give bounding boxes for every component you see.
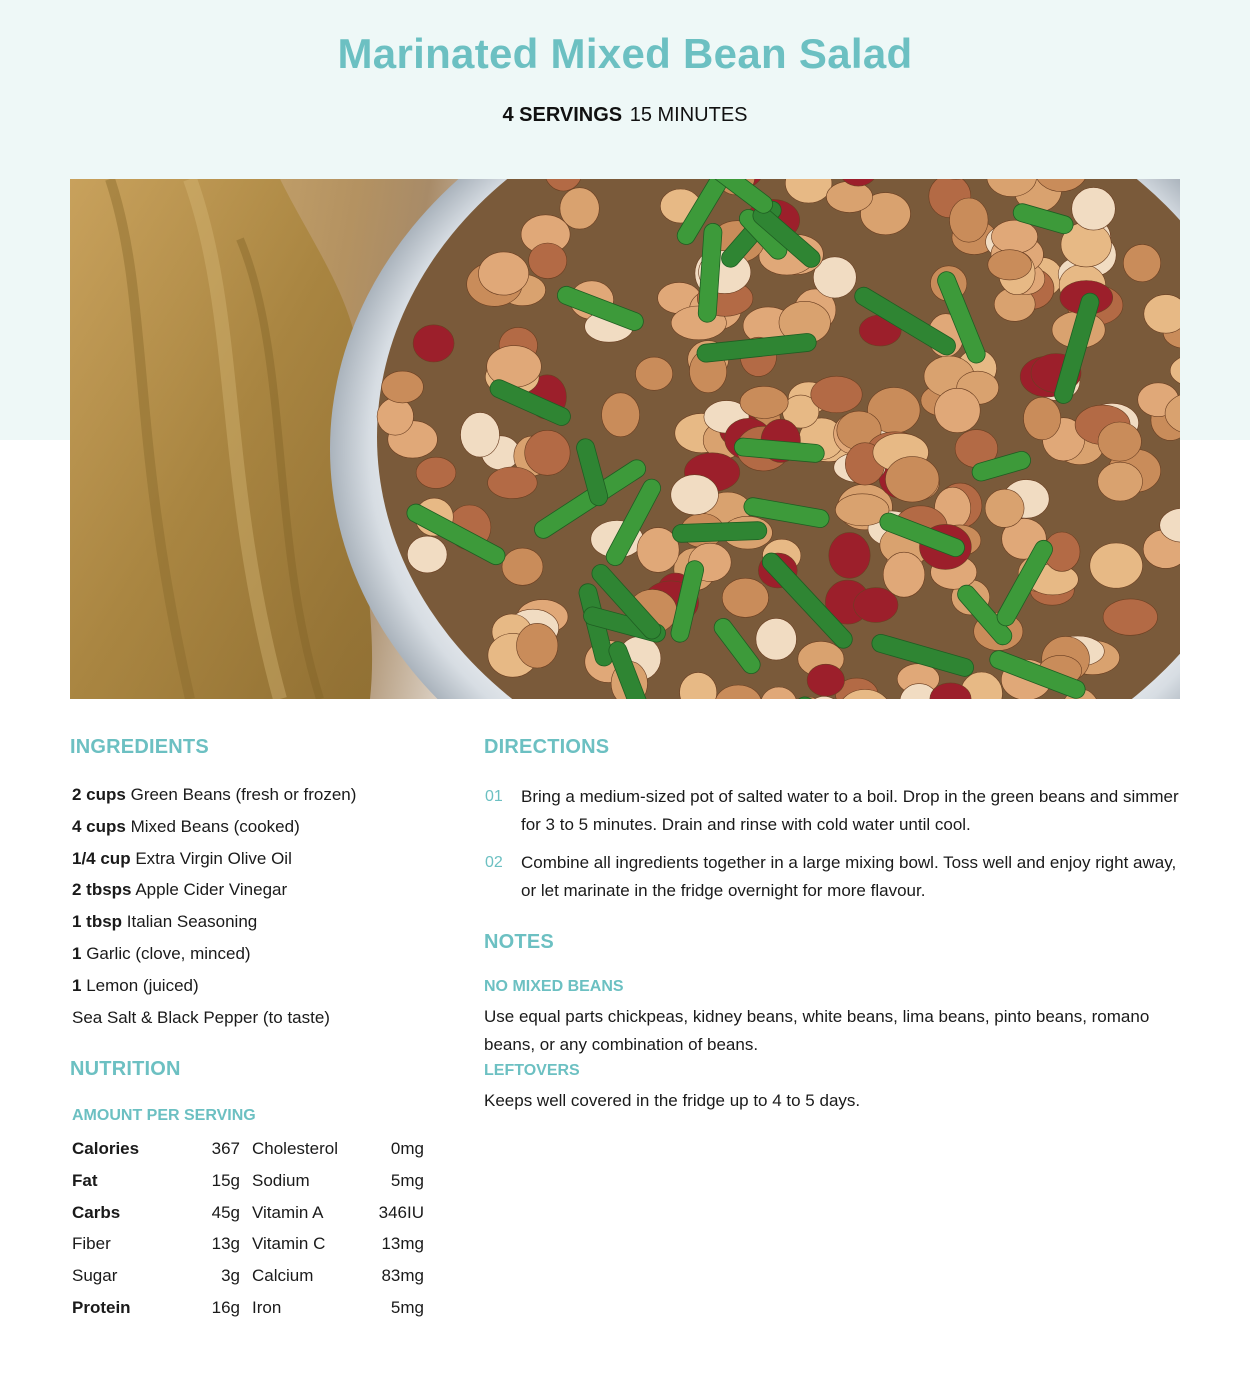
- nutrient-value: 5mg: [390, 1297, 424, 1317]
- bean-shape: [602, 393, 640, 437]
- bean-salad-bowl-image: [70, 179, 1180, 699]
- ingredient-item: [72, 783, 452, 815]
- bean-shape: [988, 250, 1032, 280]
- bean-shape: [502, 548, 543, 585]
- directions-list: [484, 783, 1184, 915]
- nutrient-value: 15g: [211, 1170, 240, 1190]
- bean-shape: [1123, 244, 1160, 281]
- bean-shape: [885, 457, 939, 502]
- nutrition-row: [72, 1201, 432, 1233]
- ingredient-name: Green Beans (fresh or frozen): [130, 785, 357, 804]
- nutrition-table: [72, 1137, 432, 1328]
- ingredient-qty: 1/4 cup: [72, 848, 131, 868]
- step-number: 01: [485, 788, 503, 805]
- direction-step: [484, 849, 1184, 905]
- nutrient-label: Sugar: [72, 1266, 118, 1286]
- nutrient-value: 13g: [211, 1234, 240, 1254]
- note-text: Use equal parts chickpeas, kidney beans, white beans, lima beans, pinto beans, romano beans, or any combination of beans.: [484, 1007, 1150, 1054]
- nutrient-value: 0mg: [390, 1139, 424, 1158]
- recipe-photo: [70, 179, 1180, 699]
- bean-shape: [1103, 599, 1157, 635]
- ingredient-qty: 2 tbsps: [72, 880, 132, 900]
- nutrient-label: Fat: [72, 1170, 98, 1190]
- bean-shape: [461, 413, 500, 458]
- ingredient-item: [72, 847, 452, 879]
- directions-heading: DIRECTIONS: [484, 736, 610, 758]
- bean-shape: [1024, 397, 1061, 440]
- ingredient-qty: 2 cups: [72, 785, 126, 804]
- notes-heading: NOTES: [484, 931, 554, 953]
- ingredient-name: Sea Salt & Black Pepper (to taste): [72, 1007, 330, 1027]
- nutrient-value: 3g: [221, 1266, 240, 1286]
- nutrient-value: 5mg: [390, 1170, 424, 1190]
- nutrient-label: Vitamin C: [252, 1234, 326, 1254]
- ingredient-qty: 1: [72, 943, 82, 963]
- bean-shape: [756, 618, 797, 660]
- nutrient-value: 16g: [211, 1297, 240, 1317]
- nutrition-row: [72, 1232, 432, 1264]
- bean-shape: [1072, 188, 1116, 231]
- bean-shape: [807, 664, 844, 696]
- bean-shape: [382, 371, 424, 403]
- nutrient-label: Calories: [72, 1139, 140, 1158]
- ingredient-item: [72, 815, 452, 847]
- ingredient-qty: 4 cups: [72, 816, 126, 836]
- bean-shape: [479, 252, 529, 295]
- nutrient-label: Fiber: [72, 1234, 111, 1254]
- bean-shape: [671, 475, 719, 515]
- bean-shape: [407, 536, 447, 573]
- bean-shape: [826, 181, 872, 212]
- nutrient-label: Carbs: [72, 1202, 121, 1222]
- bean-shape: [740, 386, 788, 418]
- ingredient-item: [72, 910, 452, 942]
- nutrient-value: 83mg: [381, 1266, 424, 1286]
- nutrition-row: [72, 1296, 432, 1328]
- ingredients-heading: INGREDIENTS: [70, 736, 209, 758]
- ingredient-name: Apple Cider Vinegar: [135, 880, 288, 900]
- bean-shape: [883, 552, 925, 597]
- ingredient-name: Lemon (juiced): [86, 975, 199, 995]
- ingredient-qty: 1 tbsp: [72, 912, 123, 932]
- bean-shape: [992, 220, 1038, 253]
- nutrition-row: [72, 1169, 432, 1201]
- bean-shape: [488, 467, 538, 499]
- time-label: 15 MINUTES: [629, 104, 748, 126]
- bean-shape: [1090, 543, 1143, 588]
- nutrient-label: Calcium: [252, 1266, 314, 1286]
- servings-label: 4 SERVINGS: [502, 104, 623, 126]
- bean-shape: [811, 376, 862, 413]
- nutrient-label: Vitamin A: [252, 1202, 324, 1222]
- nutrient-label: Cholesterol: [252, 1139, 338, 1158]
- ingredient-name: Italian Seasoning: [126, 912, 258, 932]
- bean-shape: [517, 623, 558, 668]
- bean-shape: [1098, 462, 1143, 501]
- bean-shape: [722, 578, 768, 617]
- recipe-meta: [0, 104, 1250, 127]
- ingredient-item: [72, 1006, 452, 1038]
- bean-shape: [636, 357, 673, 390]
- step-text: Combine all ingredients together in a large mixing bowl. Toss well and enjoy right away, or let marinate in the fridge overnight for more flavour.: [521, 853, 1177, 900]
- nutrition-row: [72, 1264, 432, 1296]
- bean-shape: [985, 489, 1024, 527]
- note-text: Keeps well covered in the fridge up to 4 to 5 days.: [484, 1091, 861, 1110]
- nutrient-value: 13mg: [381, 1234, 424, 1254]
- ingredient-name: Garlic (clove, minced): [86, 943, 251, 963]
- nutrient-value: 367: [211, 1139, 240, 1158]
- ingredient-name: Mixed Beans (cooked): [130, 816, 300, 836]
- bean-shape: [950, 198, 989, 242]
- amount-per-serving-label: AMOUNT PER SERVING: [72, 1107, 256, 1124]
- ingredient-item: [72, 942, 452, 974]
- ingredient-item: [72, 974, 452, 1006]
- nutrition-heading: NUTRITION: [70, 1058, 181, 1080]
- bean-shape: [935, 388, 981, 432]
- bean-shape: [413, 325, 454, 362]
- step-text: Bring a medium-sized pot of salted water to a boil. Drop in the green beans and simmer for 3 to 5 minutes. Drain and rinse with cold water until cool.: [521, 787, 1179, 834]
- nutrition-row: [72, 1137, 432, 1169]
- nutrient-label: Sodium: [252, 1170, 310, 1190]
- ingredient-item: [72, 878, 452, 910]
- nutrient-value: 346IU: [378, 1202, 424, 1222]
- bean-shape: [377, 398, 413, 435]
- step-number: 02: [485, 854, 503, 871]
- recipe-title: Marinated Mixed Bean Salad: [337, 30, 913, 77]
- bean-shape: [416, 457, 456, 488]
- green-bean-shape: [672, 521, 767, 542]
- nutrient-value: 45g: [211, 1202, 240, 1222]
- ingredients-list: [72, 783, 452, 1037]
- bean-shape: [525, 430, 570, 475]
- nutrient-label: Protein: [72, 1297, 131, 1317]
- bean-shape: [1098, 422, 1141, 461]
- note-title: LEFTOVERS: [484, 1062, 580, 1079]
- bean-shape: [829, 533, 870, 579]
- direction-step: [484, 783, 1184, 839]
- note-title: NO MIXED BEANS: [484, 978, 624, 995]
- ingredient-name: Extra Virgin Olive Oil: [135, 848, 292, 868]
- bean-shape: [529, 243, 567, 279]
- ingredient-qty: 1: [72, 975, 82, 995]
- nutrient-label: Iron: [252, 1297, 282, 1317]
